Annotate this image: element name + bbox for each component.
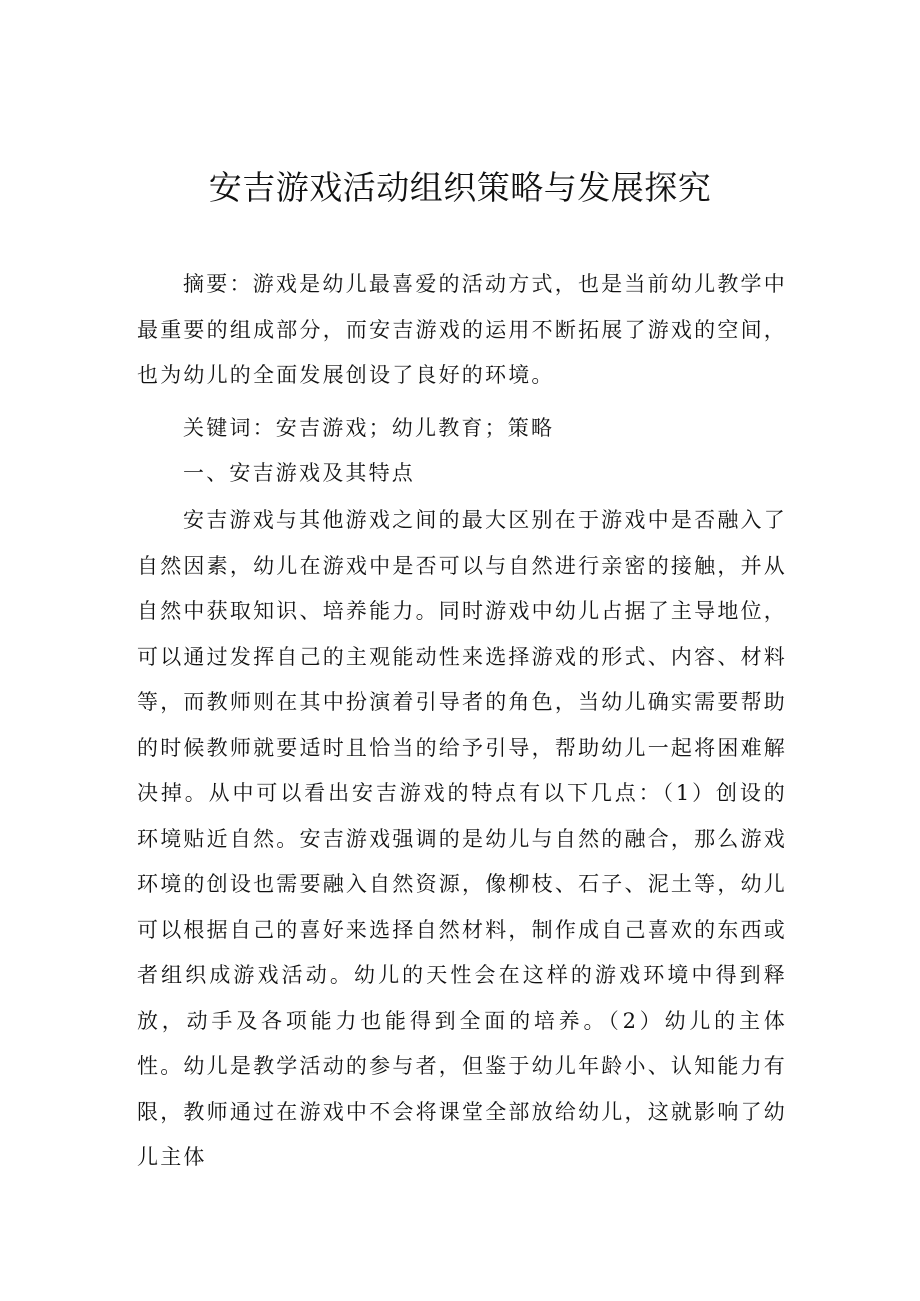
- keywords-line: 关键词：安吉游戏；幼儿教育；策略: [183, 416, 555, 440]
- section-heading: 一、安吉游戏及其特点: [183, 461, 415, 485]
- document-title: 安吉游戏活动组织策略与发展探究: [208, 168, 712, 207]
- body-paragraph: 安吉游戏与其他游戏之间的最大区别在于游戏中是否融入了自然因素，幼儿在游戏中是否可以与自然进行亲密的接触，并从自然中获取知识、培养能力。同时游戏中幼儿占据了主导地位，可以通过发挥自己的主观能动性来选择游戏的形式、内容、材料等，而教师则在其中扮演着引导者的角色，当幼儿确实需要帮助的时候教师就要适时且恰当的给予引导，帮助幼儿一起将困难解决掉。从中可以看出安吉游戏的特点有以下几点：（1）创设的环境贴近自然。安吉游戏强调的是幼儿与自然的融合，那么游戏环境的创设也需要融入自然资源，像柳枝、石子、泥土等，幼儿可以根据自己的喜好来选择自然材料，制作成自己喜欢的东西或者组织成游戏活动。幼儿的天性会在这样的游戏环境中得到释放，动手及各项能力也能得到全面的培养。（2）幼儿的主体性。幼儿是教学活动的参与者，但鉴于幼儿年龄小、认知能力有限，教师通过在游戏中不会将课堂全部放给幼儿，这就影响了幼儿主体: [137, 508, 787, 1169]
- abstract-paragraph: 摘要：游戏是幼儿最喜爱的活动方式，也是当前幼儿教学中最重要的组成部分，而安吉游戏的运用不断拓展了游戏的空间，也为幼儿的全面发展创设了良好的环境。: [137, 272, 787, 387]
